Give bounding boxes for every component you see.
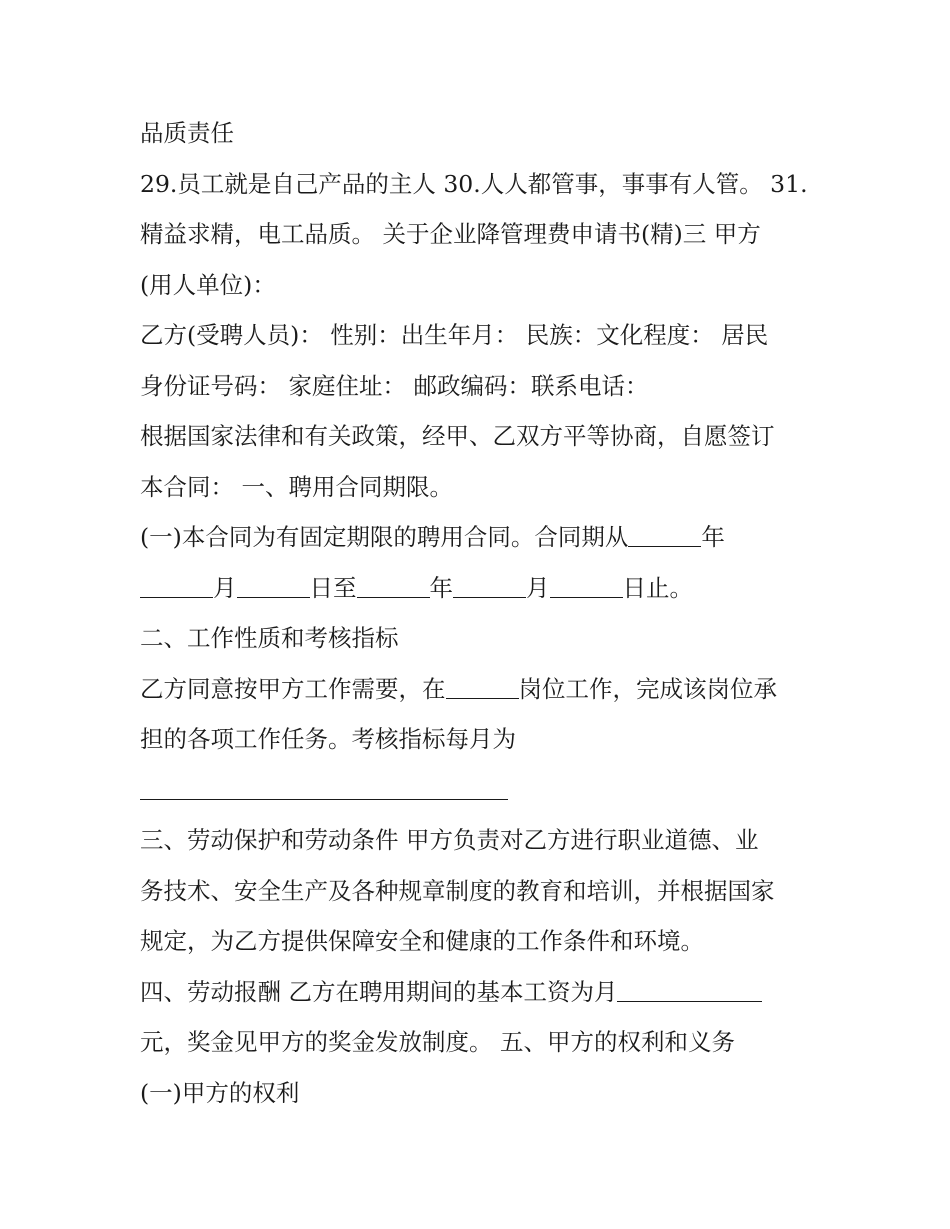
- term-day-to-label: 日至: [309, 573, 357, 602]
- assessment-blank: [140, 773, 508, 800]
- start-year-blank: [628, 520, 701, 547]
- salary-blank: [617, 975, 762, 1002]
- job-line-1: [140, 664, 820, 715]
- end-year-blank: [357, 571, 430, 598]
- section-3-line-2: 务技术、安全生产及各种规章制度的教育和培训，并根据国家: [140, 876, 775, 905]
- end-day-blank: [550, 571, 623, 598]
- assessment-blank-line: [140, 765, 820, 816]
- section-3-line-1: 三、劳动保护和劳动条件 甲方负责对乙方进行职业道德、业: [140, 826, 759, 854]
- text-line-7: 根据国家法律和有关政策，经甲、乙双方平等协商，自愿签订: [140, 422, 775, 450]
- rights-heading: (一)甲方的权利: [140, 1078, 300, 1107]
- salary-line-1: [140, 967, 820, 1018]
- job-line-2: 担的各项工作任务。考核指标每月为: [140, 725, 516, 753]
- term-end-month-label: 月: [526, 573, 550, 602]
- position-blank: [446, 672, 519, 699]
- job-suffix: 岗位工作，完成该岗位承: [518, 674, 777, 703]
- salary-prefix: 四、劳动报酬 乙方在聘用期间的基本工资为月: [140, 977, 618, 1006]
- section-2-title: 二、工作性质和考核指标: [140, 624, 399, 652]
- text-line-4: (用人单位)：: [140, 270, 276, 299]
- start-month-blank: [140, 571, 213, 598]
- text-line-1: 品质责任: [140, 119, 234, 147]
- section-3-line-3: 规定，为乙方提供保障安全和健康的工作条件和环境。: [140, 927, 704, 955]
- text-line-3: 精益求精，电工品质。 关于企业降管理费申请书(精)三 甲方: [140, 220, 761, 248]
- contract-term-line-2: [140, 563, 820, 614]
- term-year-label: 年: [701, 523, 725, 551]
- text-line-2: 29.员工就是自己产品的主人 30.人人都管事，事事有人管。 31.: [140, 169, 808, 198]
- text-line-6: 身份证号码： 家庭住址： 邮政编码：联系电话：: [140, 371, 649, 400]
- start-day-blank: [237, 571, 310, 598]
- document-body: [140, 108, 820, 1118]
- contract-term-line-1: [140, 512, 820, 563]
- term-end-year-label: 年: [429, 573, 453, 602]
- term-month-label: 月: [213, 573, 237, 602]
- text-line-8: 本合同： 一、聘用合同期限。: [140, 472, 453, 501]
- term-prefix: (一)本合同为有固定期限的聘用合同。合同期从: [140, 523, 629, 551]
- term-end-day-label: 日止。: [622, 573, 693, 602]
- job-prefix: 乙方同意按甲方工作需要，在: [140, 674, 446, 703]
- text-line-5: 乙方(受聘人员)： 性别：出生年月： 民族：文化程度： 居民: [140, 321, 769, 349]
- end-month-blank: [453, 571, 526, 598]
- salary-line-2: 元，奖金见甲方的奖金发放制度。 五、甲方的权利和义务: [140, 1028, 735, 1056]
